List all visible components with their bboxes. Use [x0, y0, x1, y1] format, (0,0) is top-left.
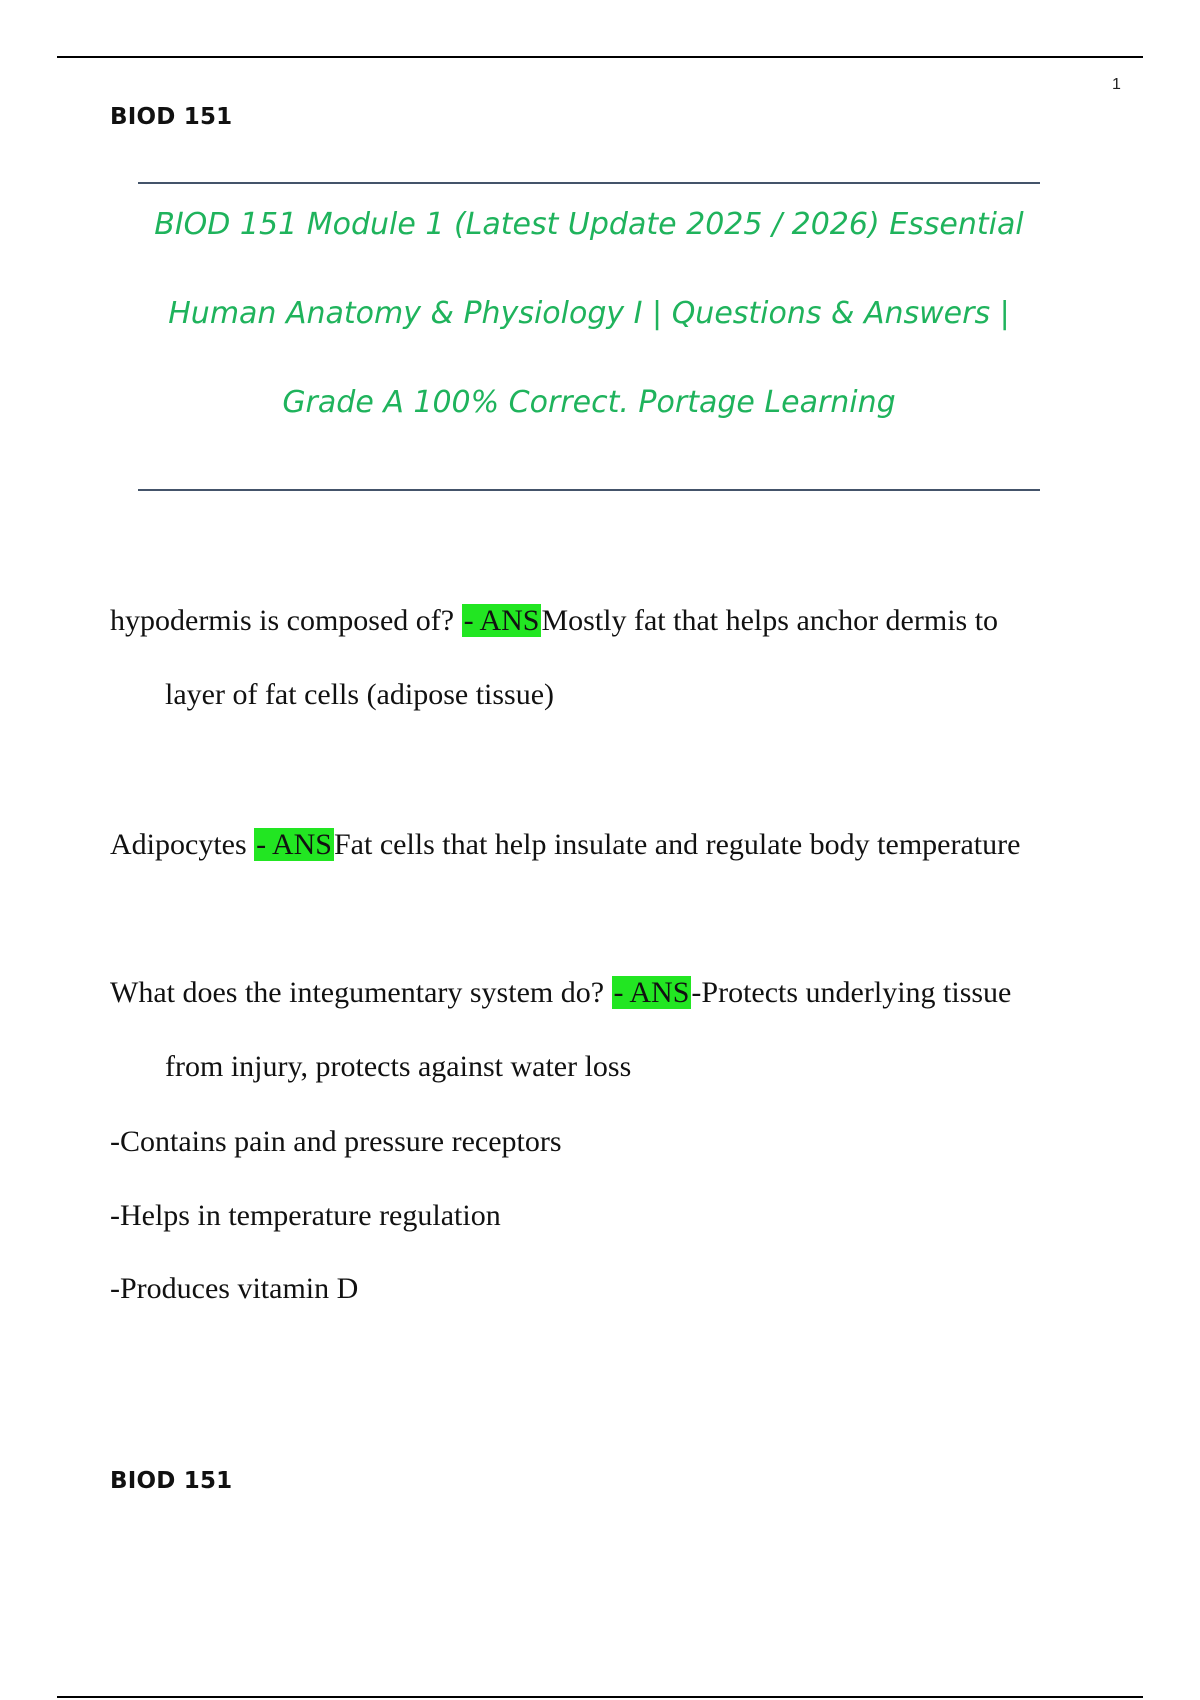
ans-marker: - ANS [613, 976, 690, 1009]
qa-item-3-line-1 [110, 973, 1110, 1013]
page-top-rule [57, 56, 1143, 58]
qa-item-3-extra-2: -Helps in temperature regulation [110, 1199, 501, 1232]
answer-text: Mostly fat that helps anchor dermis to [541, 604, 999, 637]
qa-item-1-line-2: layer of fat cells (adipose tissue) [165, 678, 555, 711]
title-line-1: BIOD 151 Module 1 (Latest Update 2025 / 2026) Essential [154, 207, 1024, 242]
qa-item-3-extra-3: -Produces vitamin D [110, 1272, 359, 1305]
answer-text: Fat cells that help insulate and regulate body temperature [334, 828, 1021, 861]
question-text: What does the integumentary system do? [110, 976, 605, 1009]
title-line-3: Grade A 100% Correct. Portage Learning [282, 385, 896, 420]
qa-item-1-line-1 [110, 601, 1110, 641]
page-number: 1 [1112, 76, 1121, 93]
title-rule-top [138, 182, 1040, 184]
qa-item-2-line-1 [110, 825, 1110, 865]
qa-item-3-extra-1: -Contains pain and pressure receptors [110, 1125, 562, 1158]
ans-marker: - ANS [256, 828, 332, 861]
title-line-2: Human Anatomy & Physiology I | Questions & Answers | [168, 296, 1010, 331]
question-text: hypodermis is composed of? [110, 604, 455, 637]
document-title [138, 196, 1040, 463]
qa-item-3-line-2: from injury, protects against water loss [165, 1050, 632, 1083]
ans-marker: - ANS [463, 604, 540, 637]
answer-text: -Protects underlying tissue [691, 976, 1012, 1009]
page-bottom-rule [57, 1696, 1143, 1698]
title-rule-bottom [138, 489, 1040, 491]
course-header: BIOD 151 [110, 104, 233, 130]
course-footer-header: BIOD 151 [110, 1468, 233, 1494]
question-text: Adipocytes [110, 828, 247, 861]
